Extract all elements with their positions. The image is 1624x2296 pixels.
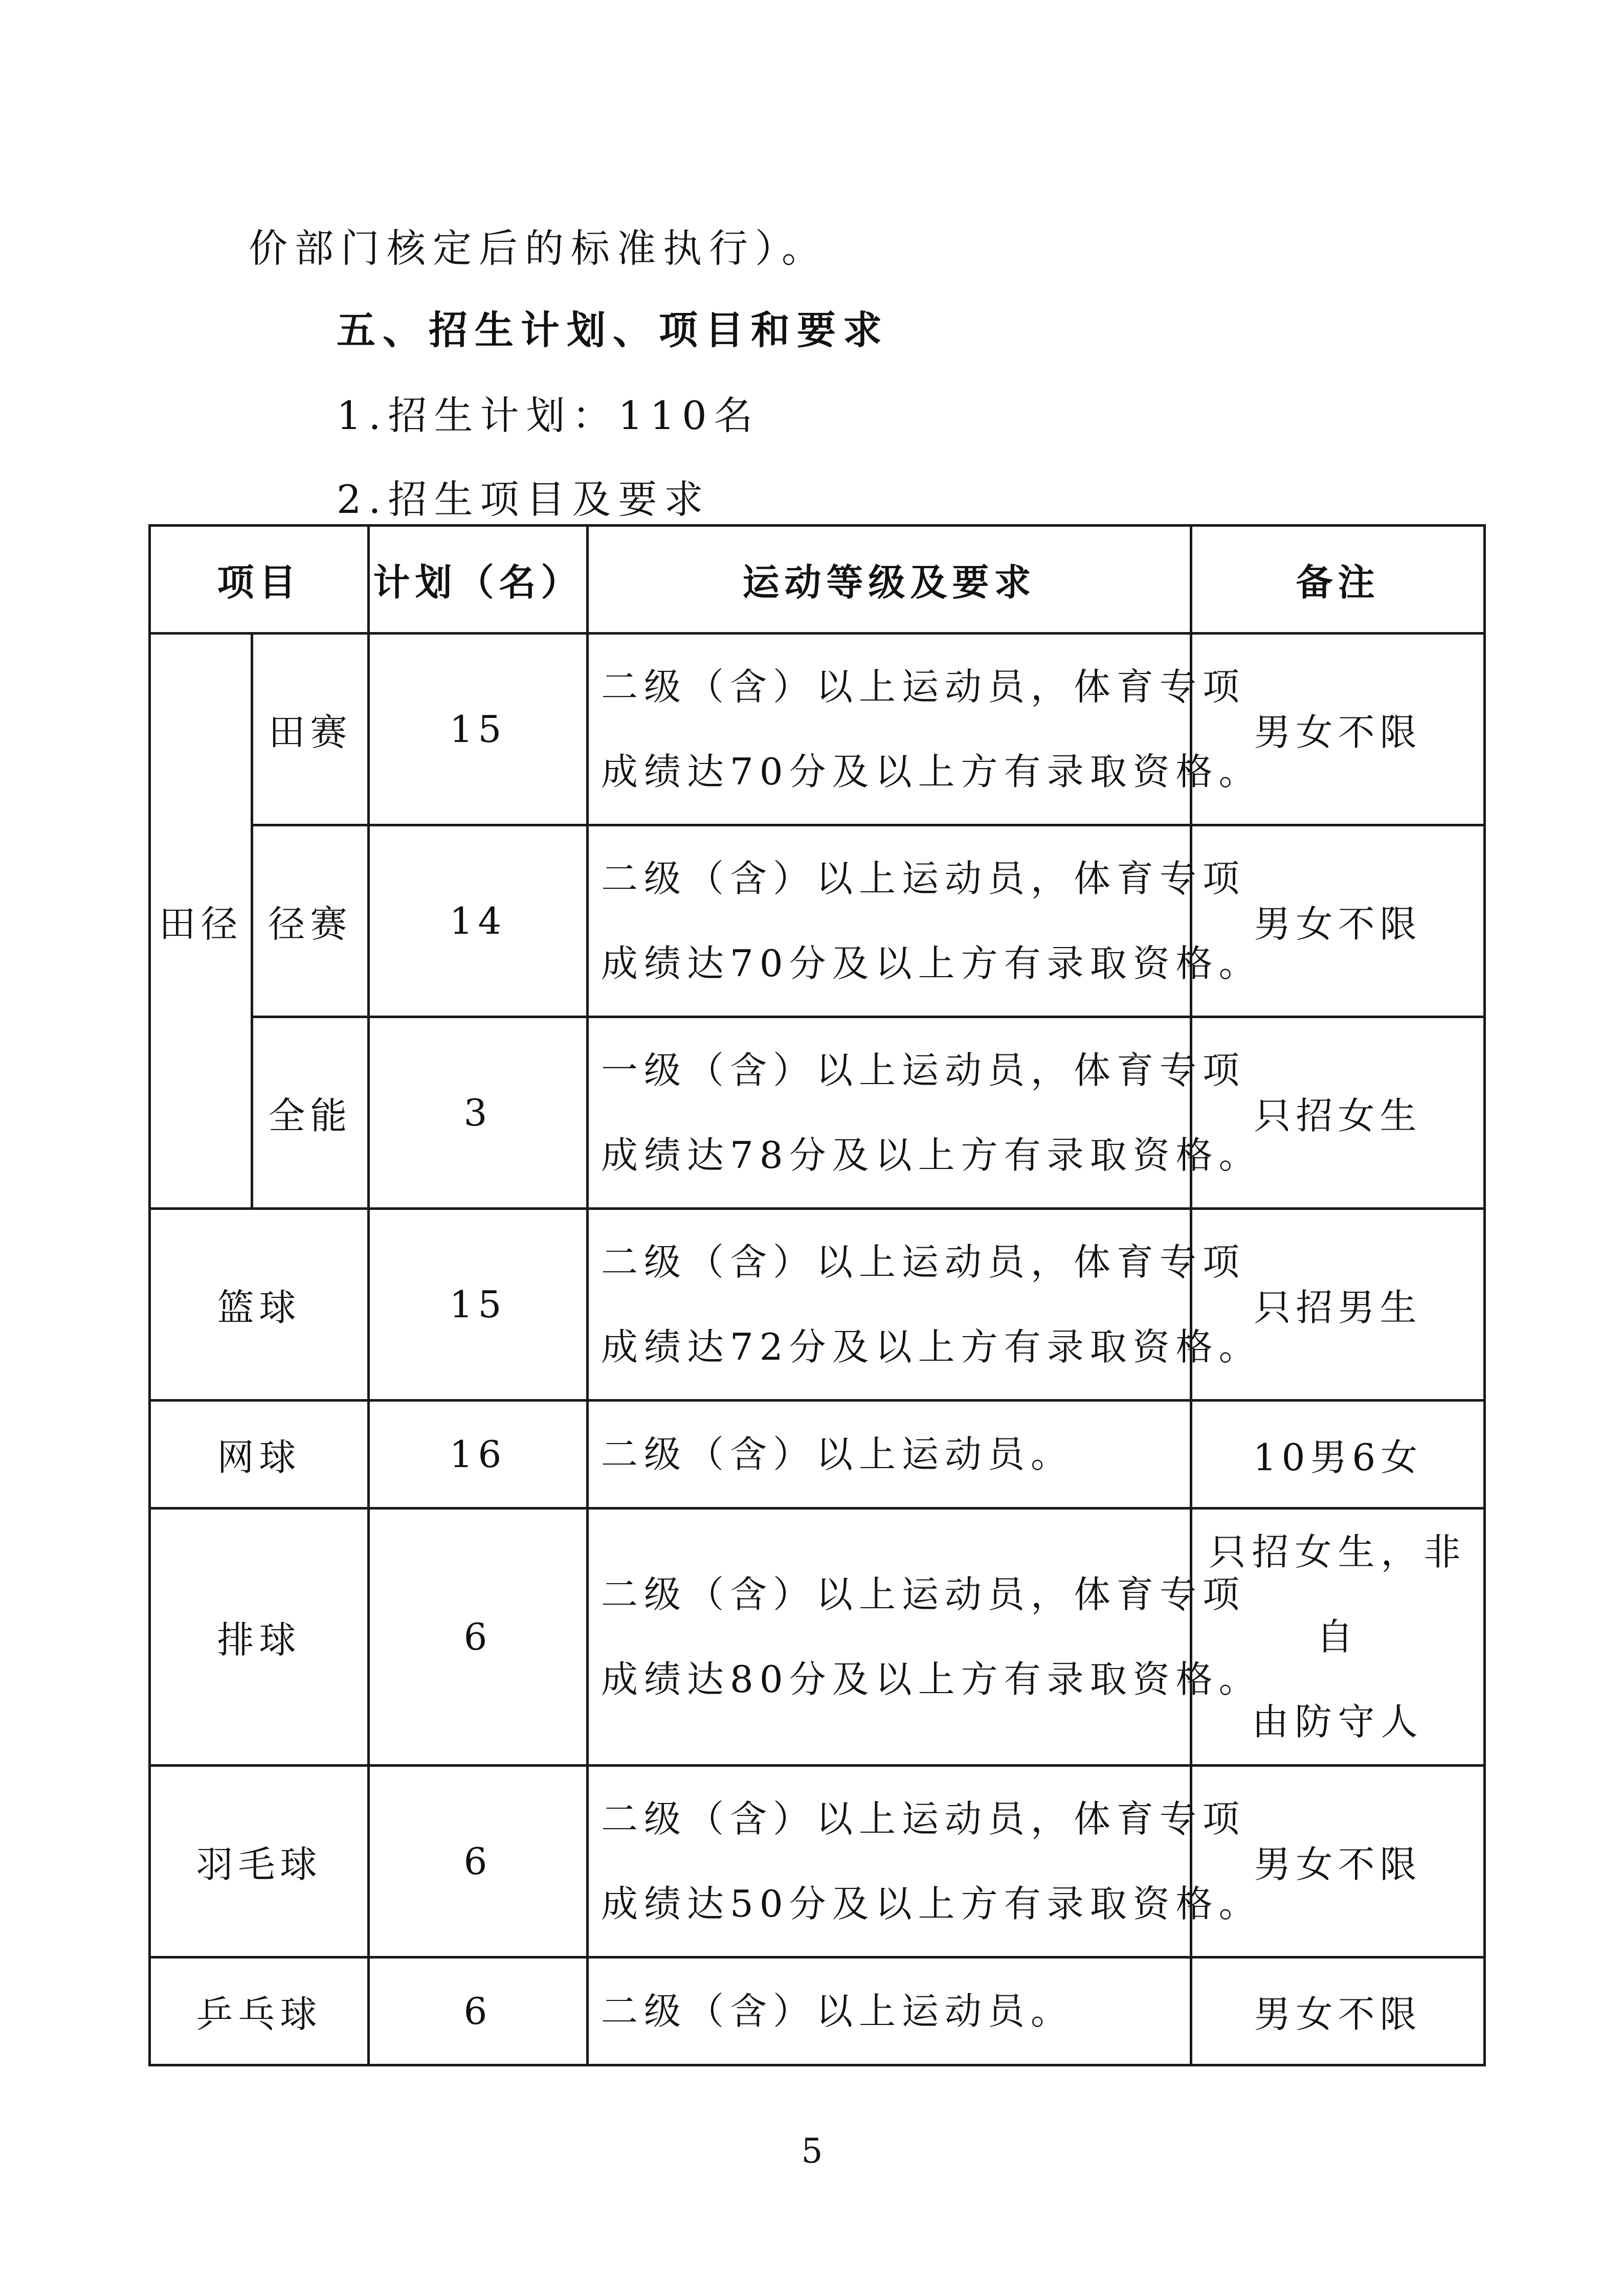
requirement-line: 成绩达80分及以上方有录取资格。 xyxy=(601,1658,1262,1701)
plan-count: 16 xyxy=(369,1401,588,1509)
requirement-line: 二级（含）以上运动员，体育专项 xyxy=(601,1573,1246,1616)
note-cell: 只招男生 xyxy=(1191,1209,1485,1401)
project-name: 乒乓球 xyxy=(150,1957,369,2065)
table-row xyxy=(150,1017,1485,1209)
track-field-label: 田径 xyxy=(150,634,252,1209)
table-row xyxy=(150,1766,1485,1957)
note-cell: 男女不限 xyxy=(1191,1766,1485,1957)
requirement-cell xyxy=(588,1509,1262,1766)
requirement-line: 二级（含）以上运动员，体育专项 xyxy=(601,1241,1246,1284)
requirement-line: 成绩达78分及以上方有录取资格。 xyxy=(601,1134,1262,1177)
requirement-cell xyxy=(588,1209,1262,1401)
note-cell: 男女不限 xyxy=(1191,634,1485,825)
plan-count: 15 xyxy=(369,634,588,825)
table-row xyxy=(150,1509,1485,1766)
requirement-line: 二级（含）以上运动员。 xyxy=(601,1433,1074,1476)
requirement-cell xyxy=(588,634,1262,825)
plan-count: 6 xyxy=(369,1509,588,1766)
enrollment-table xyxy=(148,524,1486,2066)
project-name: 排球 xyxy=(150,1509,369,1766)
plan-count: 15 xyxy=(369,1209,588,1401)
note-cell: 男女不限 xyxy=(1191,1957,1485,2065)
requirement-cell xyxy=(588,1017,1262,1209)
requirement-line: 成绩达70分及以上方有录取资格。 xyxy=(601,750,1262,793)
requirement-line: 二级（含）以上运动员，体育专项 xyxy=(601,857,1246,900)
page-number: 5 xyxy=(801,2131,823,2171)
header-project: 项目 xyxy=(150,526,369,634)
event-name: 全能 xyxy=(252,1017,369,1209)
project-name: 网球 xyxy=(150,1401,369,1509)
header-note: 备注 xyxy=(1191,526,1485,634)
event-name: 田赛 xyxy=(252,634,369,825)
requirement-line: 成绩达70分及以上方有录取资格。 xyxy=(601,942,1262,985)
note-cell xyxy=(1191,1509,1485,1766)
project-name: 羽毛球 xyxy=(150,1766,369,1957)
enrollment-items-line: 2.招生项目及要求 xyxy=(337,477,710,522)
table-row xyxy=(150,825,1485,1017)
requirement-line: 成绩达72分及以上方有录取资格。 xyxy=(601,1325,1262,1368)
continuation-text: 价部门核定后的标准执行）。 xyxy=(249,226,828,271)
requirement-line: 一级（含）以上运动员，体育专项 xyxy=(601,1049,1246,1092)
requirement-cell xyxy=(588,825,1262,1017)
requirement-cell xyxy=(588,1401,1191,1509)
enrollment-plan-line: 1.招生计划：110名 xyxy=(337,393,760,438)
plan-count: 3 xyxy=(369,1017,588,1209)
project-name: 篮球 xyxy=(150,1209,369,1401)
table-row xyxy=(150,1957,1485,2065)
table-header-row xyxy=(150,526,1485,634)
table-row xyxy=(150,1401,1485,1509)
plan-count: 6 xyxy=(369,1766,588,1957)
note-line: 只招女生，非自 xyxy=(1209,1530,1467,1658)
event-name: 径赛 xyxy=(252,825,369,1017)
note-cell: 男女不限 xyxy=(1191,825,1485,1017)
note-line: 由防守人 xyxy=(1252,1700,1424,1743)
requirement-line: 成绩达50分及以上方有录取资格。 xyxy=(601,1882,1262,1925)
requirement-line: 二级（含）以上运动员。 xyxy=(601,1990,1074,2033)
requirement-line: 二级（含）以上运动员，体育专项 xyxy=(601,665,1246,708)
table-row xyxy=(150,1209,1485,1401)
header-plan: 计划（名） xyxy=(369,526,588,634)
requirement-cell xyxy=(588,1766,1262,1957)
section-heading: 五、招生计划、项目和要求 xyxy=(337,307,889,353)
header-requirement: 运动等级及要求 xyxy=(588,526,1191,634)
note-cell: 只招女生 xyxy=(1191,1017,1485,1209)
note-cell: 10男6女 xyxy=(1191,1401,1485,1509)
table-row xyxy=(150,634,1485,825)
plan-count: 14 xyxy=(369,825,588,1017)
plan-count: 6 xyxy=(369,1957,588,2065)
requirement-line: 二级（含）以上运动员，体育专项 xyxy=(601,1797,1246,1840)
requirement-cell xyxy=(588,1957,1191,2065)
